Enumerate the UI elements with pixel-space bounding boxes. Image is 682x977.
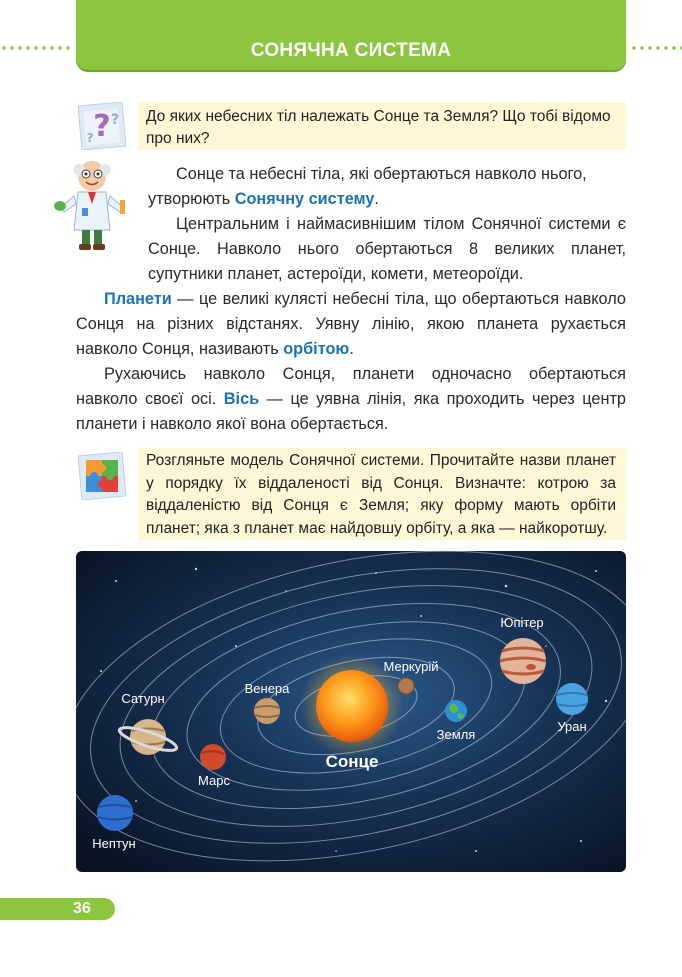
term-solar-system: Сонячну систему <box>234 190 375 208</box>
header-dots-right <box>630 45 682 51</box>
intro-line-2-end: . <box>374 190 379 208</box>
intro-text <box>76 162 626 212</box>
uranus-label: Уран <box>557 719 587 734</box>
venus <box>254 698 280 724</box>
paragraph-central-text: Центральним і наймасивнішим тілом Сонячної системи є Сонце. Навколо нього обертаються 8 великих планет, супутники планет, астероїди, комети, метеороїди. <box>148 215 626 283</box>
intro-line-1: Сонце та небесні тіла, які обертаються навколо нього, <box>176 165 587 183</box>
task-text: Розгляньте модель Сонячної системи. Прочитайте назви планет у порядку їх віддаленості від Сонця. Визначте: котрою за віддаленістю від Сонця є Земля; яку форму мають орбіти планет; яка з планет має найдовшу орбіту, а яка — найкоротшу. <box>146 452 616 537</box>
paragraph-central-body <box>76 212 626 287</box>
paragraph-planets-text: — це великі кулясті небесні тіла, що обертаються навколо Сонця на різних відстанях. Уявну лінію, якою планета рухається навколо Сонця, називають <box>76 290 626 358</box>
svg-text:?: ? <box>86 131 94 145</box>
saturn-label: Сатурн <box>121 691 165 706</box>
paragraph-axis-text: Рухаючись навколо Сонця, планети одночасно обертаються навколо своєї осі. <box>76 365 626 408</box>
term-planets: Планети <box>104 290 172 308</box>
paragraph-axis <box>76 362 626 437</box>
question-box <box>138 102 626 150</box>
jupiter-label: Юпітер <box>500 615 544 630</box>
earth-label: Земля <box>436 727 476 742</box>
paragraph-planets-end: . <box>349 340 354 358</box>
sun <box>316 670 388 742</box>
intro-line-2-text: утворюють <box>148 190 235 208</box>
jupiter <box>500 638 546 684</box>
solar-system-model <box>76 551 626 872</box>
mars <box>200 744 226 770</box>
mercury <box>398 678 414 694</box>
svg-text:?: ? <box>93 109 111 144</box>
task-box <box>138 448 626 540</box>
term-axis: Вісь <box>223 390 260 408</box>
mercury-label: Меркурій <box>383 659 439 674</box>
page-number-bar <box>0 898 115 920</box>
paragraph-axis-end: — це уявна лінія, яка проходить через центр планети і навколо якої вона обертається. <box>76 390 626 433</box>
paragraph-planets <box>76 287 626 362</box>
neptune-label: Нептун <box>92 836 136 851</box>
question-text: До яких небесних тіл належать Сонце та Земля? Що тобі відомо про них? <box>146 108 611 147</box>
question-mark-icon <box>78 102 126 150</box>
term-orbit: орбітою <box>283 340 350 358</box>
mars-label: Марс <box>198 773 230 788</box>
puzzle-icon <box>78 452 126 500</box>
sun-label: Сонце <box>325 752 379 771</box>
neptune <box>97 795 133 831</box>
chapter-header <box>76 0 626 70</box>
intro-line-2 <box>76 187 626 212</box>
svg-text:?: ? <box>110 112 120 128</box>
venus-label: Венера <box>244 681 290 696</box>
page-number: 36 <box>73 900 91 917</box>
header-dots-left <box>0 45 72 51</box>
uranus <box>556 683 588 715</box>
chapter-title: СОНЯЧНА СИСТЕМА <box>250 40 452 61</box>
